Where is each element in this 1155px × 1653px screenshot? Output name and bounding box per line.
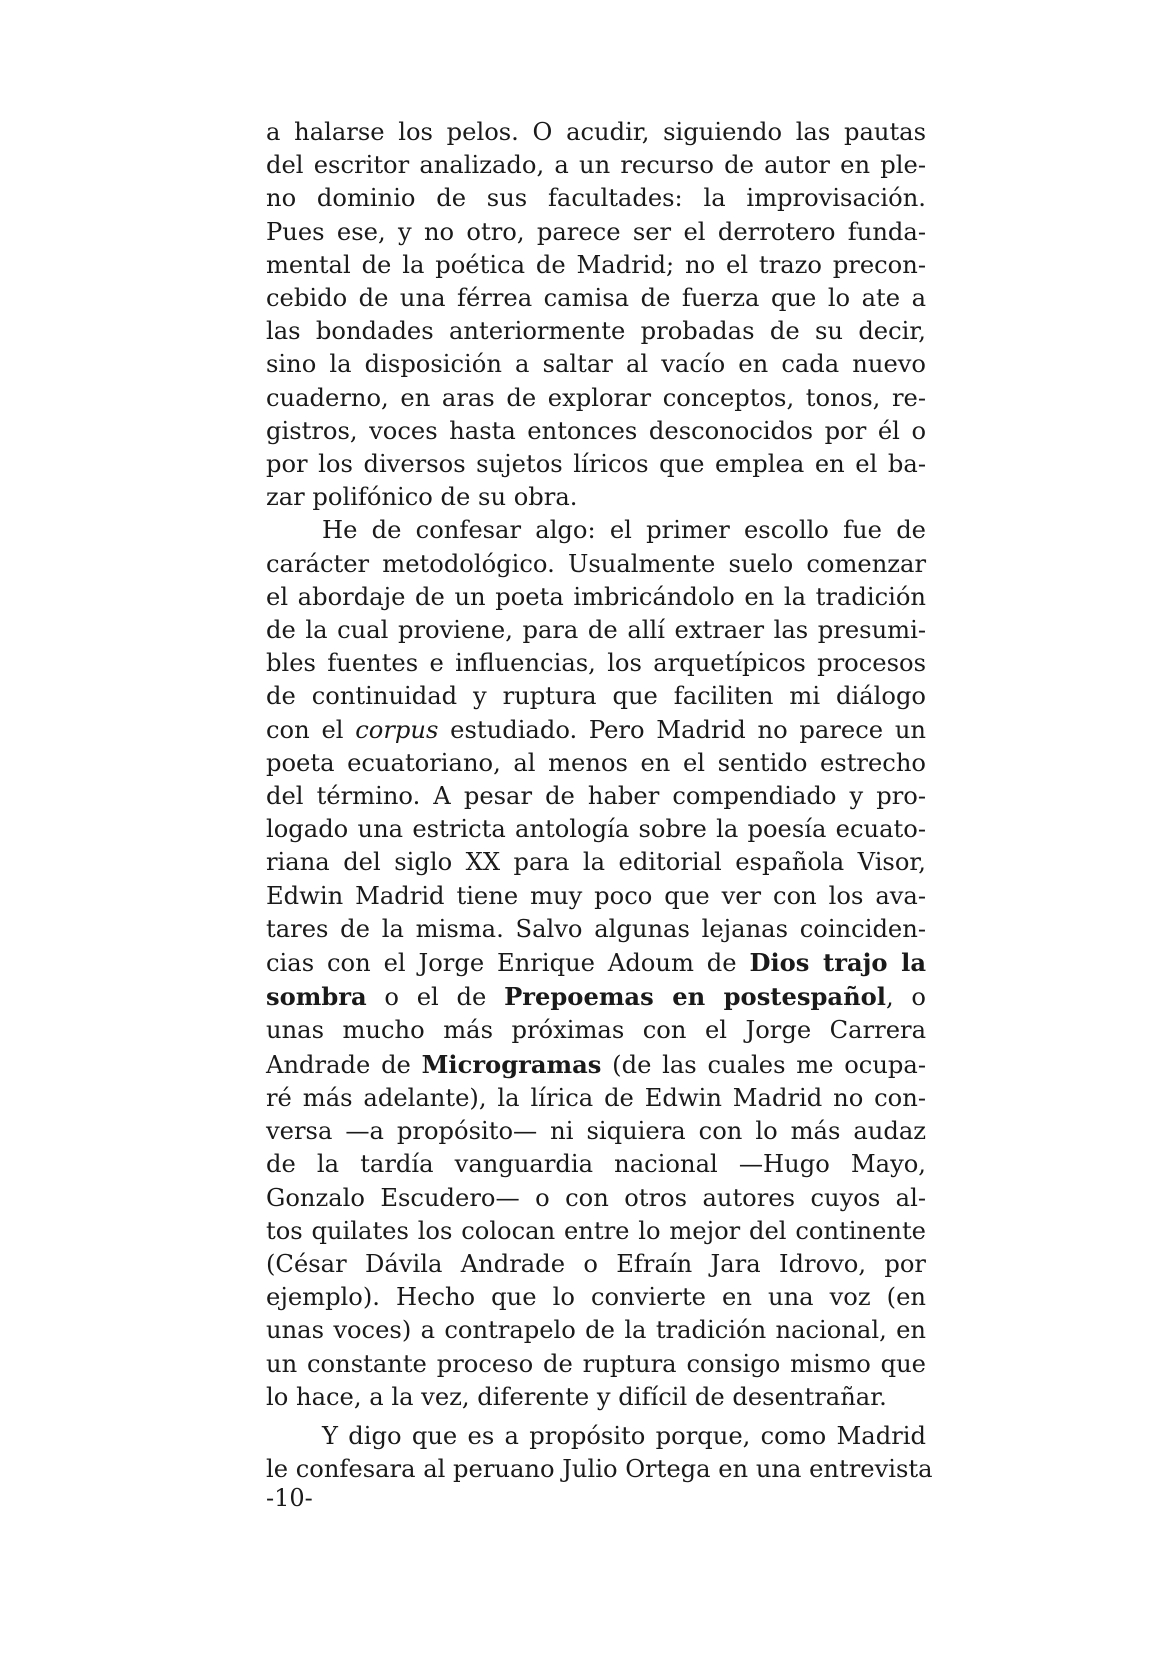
text-run: Andrade de — [266, 1050, 422, 1079]
text-line — [266, 1115, 926, 1148]
body-text — [266, 116, 933, 1486]
text-run: de la cual proviene, para de allí extraer las presumi- — [266, 616, 926, 645]
text-line — [266, 348, 926, 381]
text-run: de continuidad y ruptura que faciliten mi diálogo — [266, 682, 926, 711]
text-run: zar polifónico de su obra. — [266, 483, 578, 512]
text-line — [266, 182, 926, 215]
text-run: sino la disposición a saltar al vacío en cada nuevo — [266, 350, 926, 379]
text-line — [266, 1314, 926, 1347]
text-run: o el de — [366, 983, 505, 1012]
text-run: unas mucho más próximas con el Jorge Carrera — [266, 1016, 926, 1045]
text-run: Pues ese, y no otro, parece ser el derrotero funda- — [266, 217, 926, 246]
text-run: ré más adelante), la lírica de Edwin Madrid no con- — [266, 1083, 926, 1112]
text-run: le confesara al peruano Julio Ortega en una entrevista — [266, 1455, 933, 1484]
text-line — [266, 747, 926, 780]
text-line — [266, 149, 926, 182]
paragraph-1 — [266, 116, 926, 514]
text-line — [266, 1014, 926, 1047]
text-run: ejemplo). Hecho que lo convierte en una voz (en — [266, 1283, 926, 1312]
text-line — [266, 1048, 926, 1082]
text-run: poeta ecuatoriano, al menos en el sentido estrecho — [266, 748, 926, 777]
text-run: mental de la poética de Madrid; no el trazo precon- — [266, 250, 926, 279]
text-line — [266, 1215, 926, 1248]
text-line — [266, 216, 926, 249]
text-run: Edwin Madrid tiene muy poco que ver con los ava- — [266, 881, 926, 910]
text-run: (César Dávila Andrade o Efraín Jara Idrovo, por — [266, 1249, 926, 1278]
text-line — [266, 1082, 926, 1115]
text-line — [266, 614, 926, 647]
text-run: cebido de una férrea camisa de fuerza que lo ate a — [266, 284, 926, 313]
text-line — [266, 913, 926, 946]
paragraph-2 — [266, 514, 926, 1413]
text-run: a halarse los pelos. O acudir, siguiendo las pautas — [266, 118, 926, 146]
text-line — [266, 880, 926, 913]
text-run: de la tardía vanguardia nacional —Hugo Mayo, — [266, 1150, 926, 1179]
text-run: estudiado. Pero Madrid no parece un — [438, 715, 926, 744]
text-line — [266, 714, 926, 747]
text-run: el abordaje de un poeta imbricándolo en la tradición — [266, 582, 926, 611]
text-run: logado una estricta antología sobre la poesía ecuato- — [266, 815, 926, 844]
text-line — [266, 1453, 933, 1486]
italic-term: corpus — [355, 715, 439, 744]
text-line — [266, 481, 926, 514]
text-run: del término. A pesar de haber compendiado y pro- — [266, 782, 926, 811]
text-line — [266, 680, 926, 713]
text-line — [266, 1148, 926, 1181]
text-run: no dominio de sus facultades: la improvisación. — [266, 184, 926, 213]
text-run: las bondades anteriormente probadas de su decir, — [266, 317, 926, 346]
text-line — [266, 846, 926, 879]
text-line — [266, 813, 926, 846]
text-run: un constante proceso de ruptura consigo mismo que — [266, 1349, 926, 1378]
text-line — [266, 315, 926, 348]
text-run: unas voces) a contrapelo de la tradición nacional, en — [266, 1316, 926, 1345]
text-line — [266, 382, 926, 415]
text-line — [266, 946, 926, 980]
text-line — [266, 1182, 926, 1215]
text-line — [266, 448, 926, 481]
text-line — [266, 548, 926, 581]
text-run: cias con el Jorge Enrique Adoum de — [266, 949, 750, 978]
text-run: carácter metodológico. Usualmente suelo comenzar — [266, 549, 926, 578]
text-run: tos quilates los colocan entre lo mejor del continente — [266, 1216, 926, 1245]
text-run: por los diversos sujetos líricos que emplea en el ba- — [266, 450, 926, 479]
text-run: riana del siglo XX para la editorial española Visor, — [266, 848, 926, 877]
text-run: Gonzalo Escudero— o con otros autores cuyos al- — [266, 1183, 926, 1212]
text-line — [266, 1348, 926, 1381]
paragraph-3 — [266, 1420, 933, 1486]
text-line — [266, 249, 926, 282]
page-number: -10- — [266, 1484, 313, 1512]
bold-title: Prepoemas en postespañol — [504, 982, 886, 1012]
text-run: bles fuentes e influencias, los arquetípicos procesos — [266, 649, 926, 678]
bold-title: sombra — [266, 982, 367, 1012]
text-run: cuaderno, en aras de explorar conceptos, tonos, re- — [266, 383, 926, 412]
text-run: con el — [266, 715, 356, 744]
text-run: versa —a propósito— ni siquiera con lo más audaz — [266, 1117, 926, 1146]
bold-title: Dios trajo la — [749, 948, 926, 978]
text-run: tares de la misma. Salvo algunas lejanas coinciden- — [266, 914, 926, 943]
text-line — [266, 647, 926, 680]
text-line — [266, 1381, 926, 1414]
text-run: gistros, voces hasta entonces desconocidos por él o — [266, 416, 926, 445]
text-line — [266, 980, 926, 1014]
text-line — [266, 581, 926, 614]
text-line — [266, 780, 926, 813]
text-run: del escritor analizado, a un recurso de autor en ple- — [266, 151, 926, 180]
text-line — [266, 1248, 926, 1281]
text-line — [266, 514, 926, 547]
text-run: He de confesar algo: el primer escollo fue de — [322, 516, 926, 545]
text-line — [266, 1420, 926, 1453]
text-run: Y digo que es a propósito porque, como Madrid — [322, 1421, 926, 1450]
text-line — [266, 415, 926, 448]
text-line — [266, 1281, 926, 1314]
text-line — [266, 282, 926, 315]
bold-title: Microgramas — [421, 1049, 602, 1079]
text-line — [266, 116, 926, 149]
text-run: , o — [885, 983, 926, 1012]
text-run: lo hace, a la vez, diferente y difícil de desentrañar. — [266, 1382, 887, 1411]
text-run: (de las cuales me ocupa- — [601, 1050, 927, 1079]
